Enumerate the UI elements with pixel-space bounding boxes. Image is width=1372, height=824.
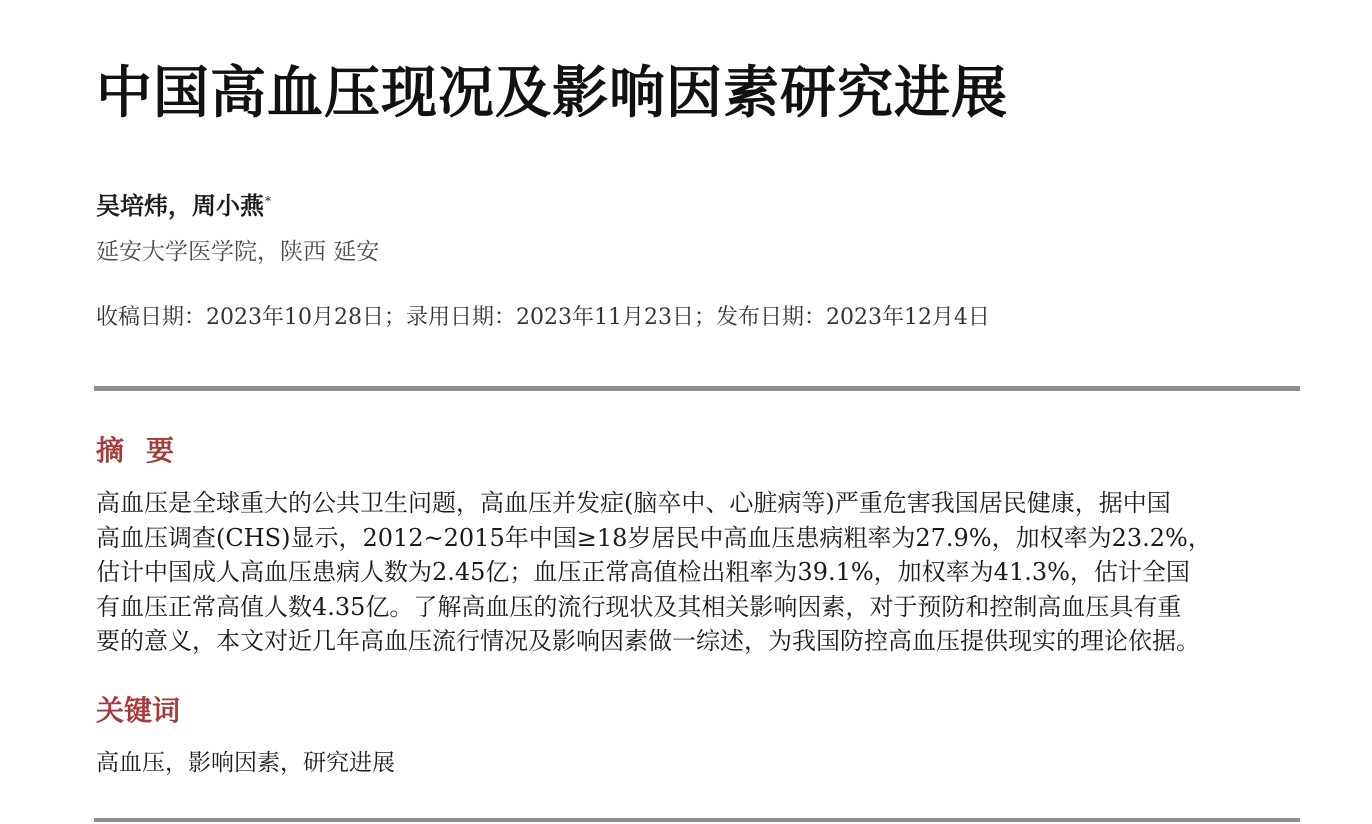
paper-title: 中国高血压现况及影响因素研究进展 — [96, 61, 1008, 126]
keywords-list: 高血压，影响因素，研究进展 — [96, 750, 395, 776]
abstract-line: 高血压是全球重大的公共卫生问题，高血压并发症(脑卒中、心脏病等)严重危害我国居民健康，据中国 — [96, 489, 1171, 517]
keywords-heading: 关键词 — [96, 694, 181, 727]
abstract-line: 估计中国成人高血压患病人数为2.45亿；血压正常高值检出粗率为39.1%，加权率为41.3%，估计全国 — [96, 558, 1190, 587]
author-names: 吴培炜，周小燕 — [96, 191, 264, 220]
header-divider — [94, 386, 1300, 391]
abstract-line: 有血压正常高值人数4.35亿。了解高血压的流行现状及其相关影响因素，对于预防和控制高血压具有重 — [96, 592, 1182, 621]
abstract-line: 要的意义，本文对近几年高血压流行情况及影响因素做一综述，为我国防控高血压提供现实的理论依据。 — [96, 627, 1200, 656]
abstract-body — [96, 486, 1302, 659]
publication-dates: 收稿日期：2023年10月28日；录用日期：2023年11月23日；发布日期：2023年12月4日 — [96, 305, 990, 330]
footer-divider — [94, 818, 1300, 822]
affiliation: 延安大学医学院，陕西 延安 — [96, 239, 380, 265]
corresponding-author-mark: * — [265, 194, 271, 208]
abstract-line: 高血压调查(CHS)显示，2012~2015年中国≥18岁居民中高血压患病粗率为27.9%，加权率为23.2%， — [96, 523, 1212, 552]
author-line — [96, 184, 271, 223]
abstract-heading: 摘要 — [96, 434, 197, 467]
